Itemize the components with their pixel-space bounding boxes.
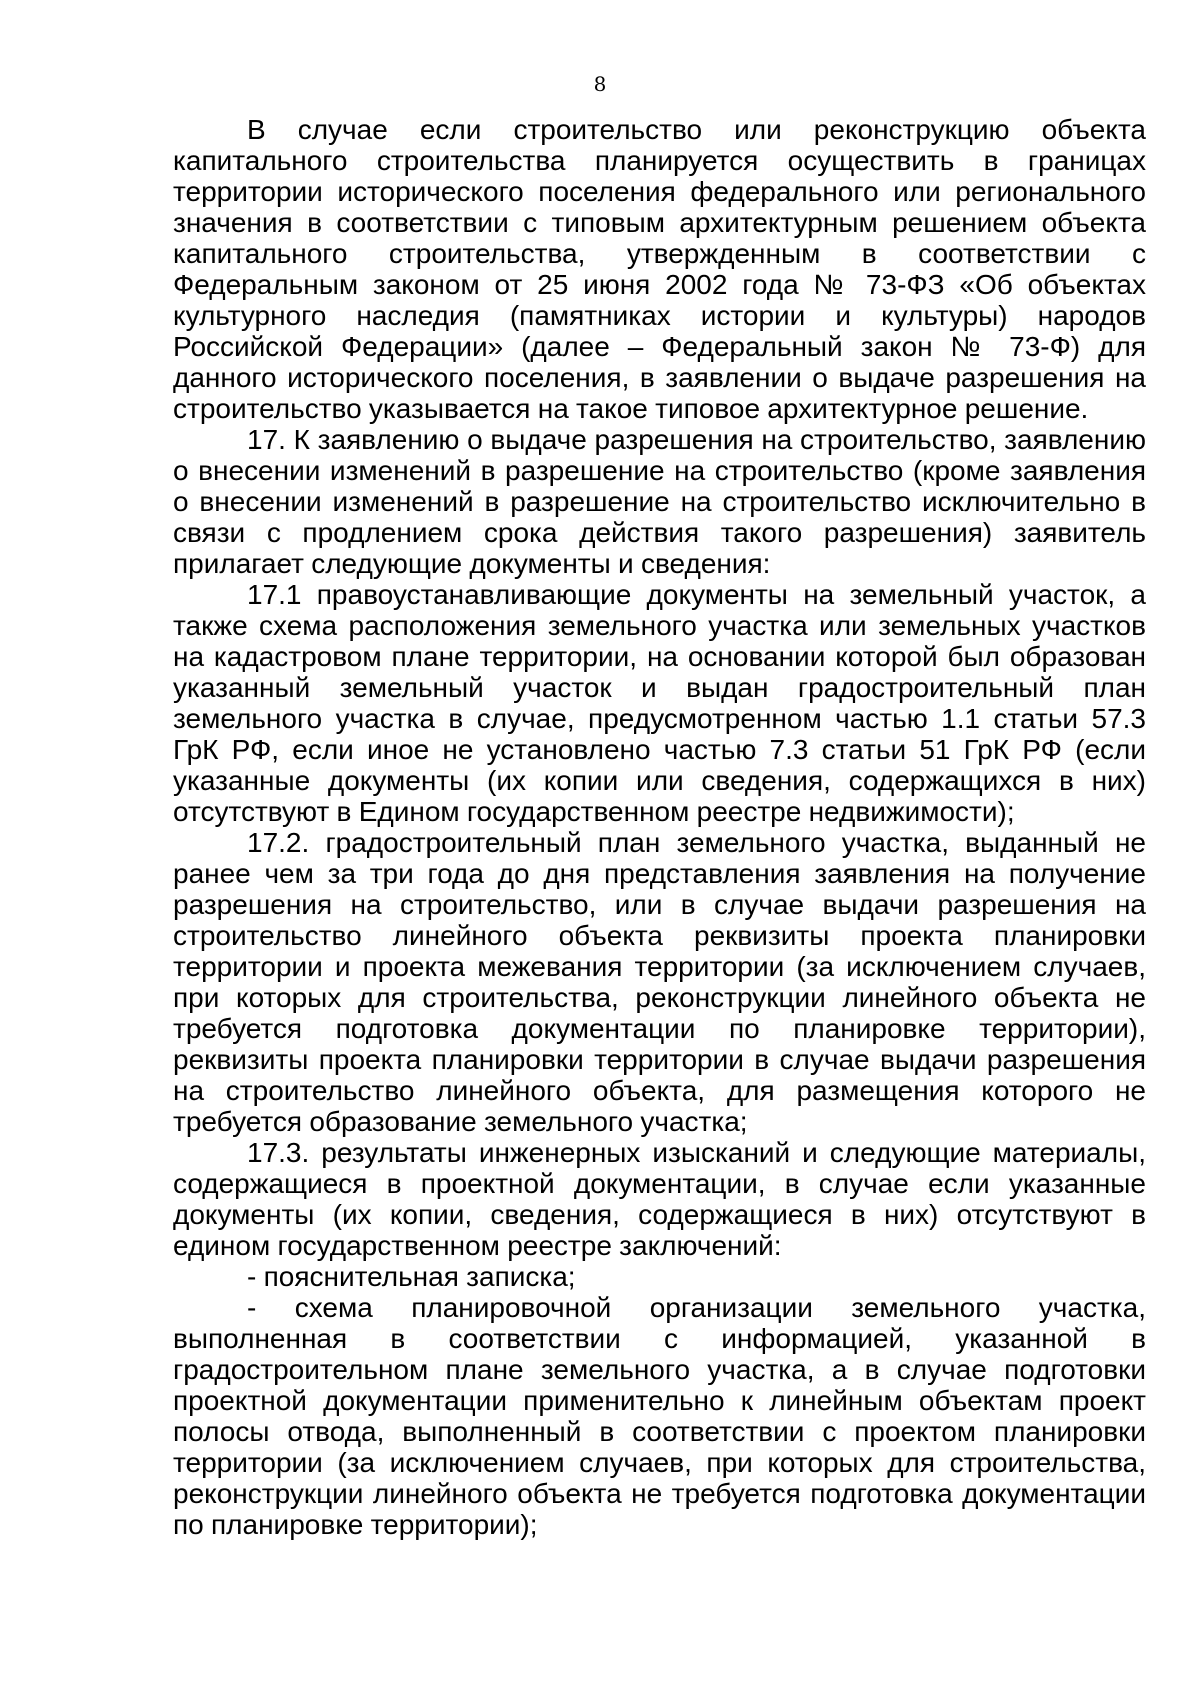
paragraph-17-3: 17.3. результаты инженерных изысканий и следующие материалы, содержащиеся в проектной документации, в случае если указанные документы (их копии, сведения, содержащиеся в них) отсутствуют в едином государственном реестре заключений:	[173, 1137, 1146, 1261]
document-body	[173, 114, 1146, 1540]
paragraph-historic-settlement: В случае если строительство или реконструкцию объекта капитального строительства планируется осуществить в границах территории исторического поселения федерального или регионального значения в соответствии с типовым архитектурным решением объекта капитального строительства, утвержденным в соответствии с Федеральным законом от 25 июня 2002 года № 73-ФЗ «Об объектах культурного наследия (памятниках истории и культуры) народов Российской Федерации» (далее – Федеральный закон № 73-Ф) для данного исторического поселения, в заявлении о выдаче разрешения на строительство указывается на такое типовое архитектурное решение.	[173, 114, 1146, 424]
paragraph-17: 17. К заявлению о выдаче разрешения на строительство, заявлению о внесении изменений в разрешение на строительство (кроме заявления о внесении изменений в разрешение на строительство исключительно в связи с продлением срока действия такого разрешения) заявитель прилагает следующие документы и сведения:	[173, 424, 1146, 579]
list-item-explanatory-note: - пояснительная записка;	[247, 1261, 576, 1292]
paragraph-17-1: 17.1 правоустанавливающие документы на земельный участок, а также схема расположения земельного участка или земельных участков на кадастровом плане территории, на основании которой был образован указанный земельный участок и выдан градостроительный план земельного участка в случае, предусмотренном частью 1.1 статьи 57.3 ГрК РФ, если иное не установлено частью 7.3 статьи 51 ГрК РФ (если указанные документы (их копии или сведения, содержащихся в них) отсутствуют в Едином государственном реестре недвижимости);	[173, 579, 1146, 827]
page-number: 8	[593, 72, 607, 96]
list-item-site-plan-scheme: - схема планировочной организации земельного участка, выполненная в соответствии с информацией, указанной в градостроительном плане земельного участка, а в случае подготовки проектной документации применительно к линейным объектам проект полосы отвода, выполненный в соответствии с проектом планировки территории (за исключением случаев, при которых для строительства, реконструкции линейного объекта не требуется подготовка документации по планировке территории);	[173, 1292, 1146, 1540]
paragraph-17-2: 17.2. градостроительный план земельного участка, выданный не ранее чем за три года до дня представления заявления на получение разрешения на строительство, или в случае выдачи разрешения на строительство линейного объекта реквизиты проекта планировки территории и проекта межевания территории (за исключением случаев, при которых для строительства, реконструкции линейного объекта не требуется подготовка документации по планировке территории), реквизиты проекта планировки территории в случае выдачи разрешения на строительство линейного объекта, для размещения которого не требуется образование земельного участка;	[173, 827, 1146, 1137]
